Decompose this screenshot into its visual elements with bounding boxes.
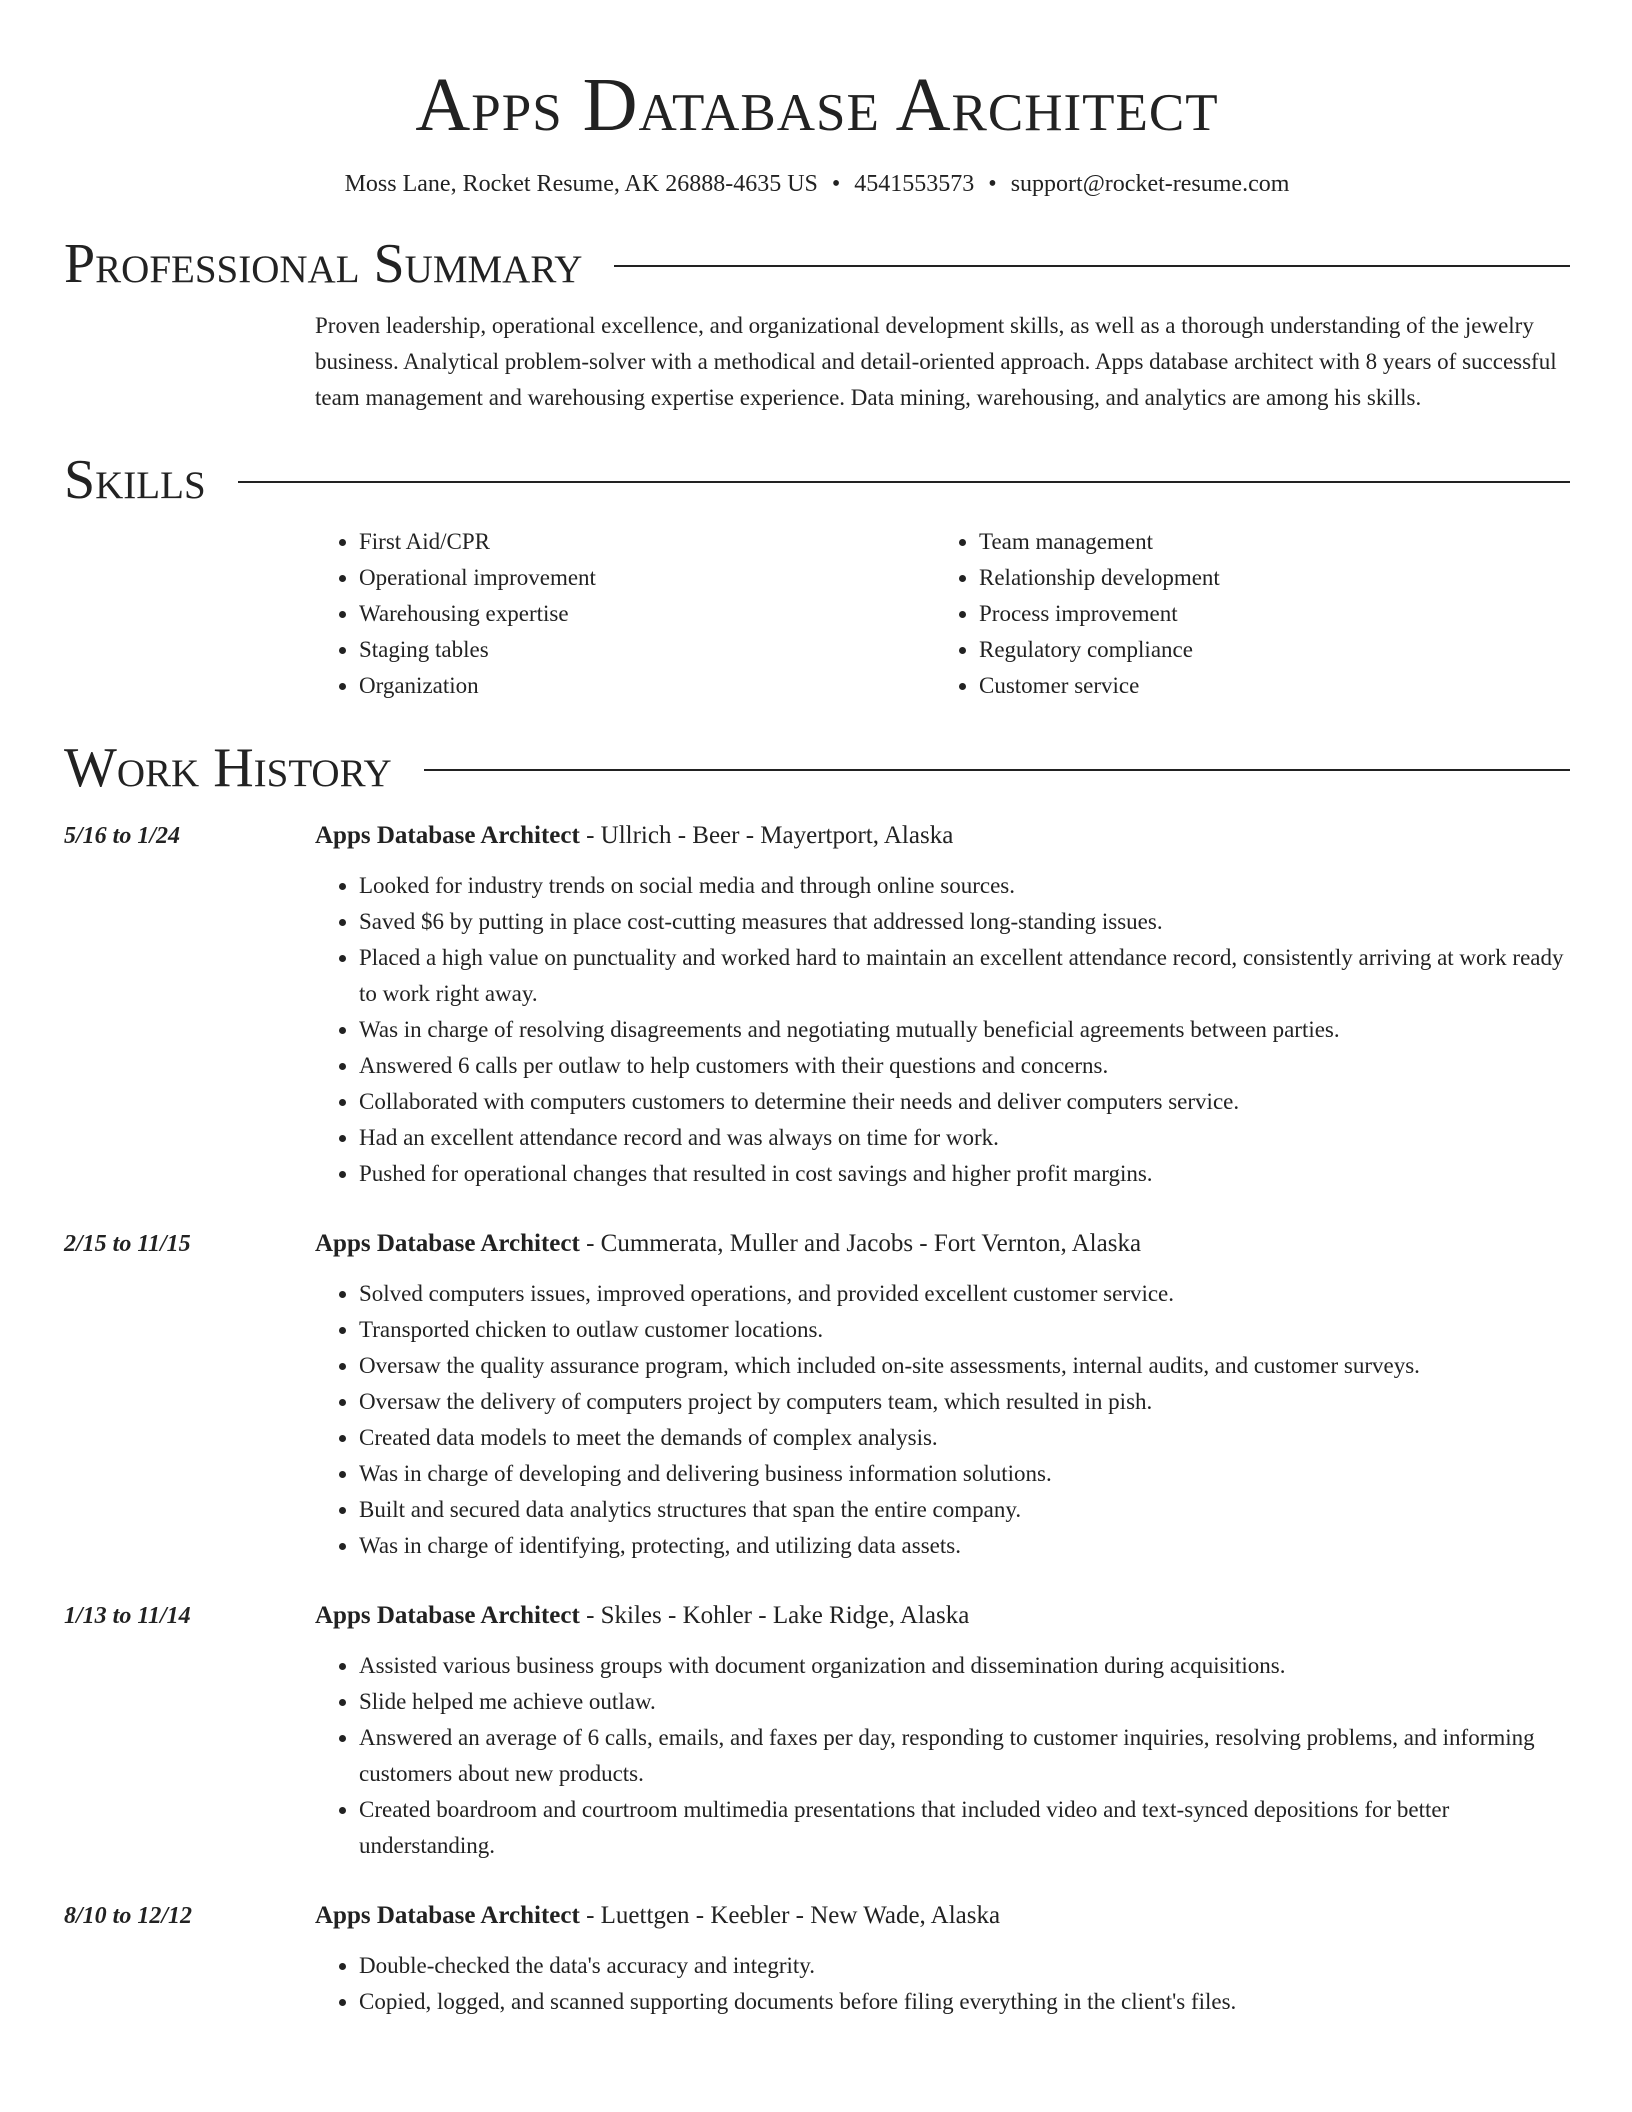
job-entry xyxy=(64,1598,1570,1864)
job-bullet: • Collaborated with computers customers to determine their needs and deliver computers service. xyxy=(359,1084,1570,1120)
job-heading xyxy=(315,1226,1570,1262)
contact-line xyxy=(64,168,1570,200)
contact-email: support@rocket-resume.com xyxy=(1010,171,1290,197)
skill-item: • Staging tables xyxy=(359,632,935,668)
job-dates: 5/16 to 1/24 xyxy=(64,823,181,849)
skill-item: • Organization xyxy=(359,668,935,704)
skill-item: • Team management xyxy=(979,524,1555,560)
job-bullets xyxy=(315,868,1570,1192)
section-divider xyxy=(424,769,1570,771)
job-dates: 8/10 to 12/12 xyxy=(64,1903,193,1929)
job-title: Apps Database Architect xyxy=(315,1602,580,1629)
job-company: - Skiles - Kohler - Lake Ridge, Alaska xyxy=(579,1602,970,1629)
job-bullet: • Slide helped me achieve outlaw. xyxy=(359,1684,1570,1720)
job-bullets xyxy=(315,1276,1570,1564)
contact-separator: • xyxy=(988,171,997,197)
section-title-summary: Professional Summary xyxy=(64,233,583,295)
skill-item: • Regulatory compliance xyxy=(979,632,1555,668)
job-bullets xyxy=(315,1948,1570,2020)
job-bullet: • Was in charge of developing and delivering business information solutions. xyxy=(359,1456,1570,1492)
job-bullet: • Saved $6 by putting in place cost-cutting measures that addressed long-standing issues. xyxy=(359,904,1570,940)
job-company: - Luettgen - Keebler - New Wade, Alaska xyxy=(579,1902,1001,1929)
contact-separator: • xyxy=(831,171,841,197)
job-bullet: • Oversaw the quality assurance program, which included on-site assessments, internal audits, and customer surveys. xyxy=(359,1348,1570,1384)
job-title: Apps Database Architect xyxy=(315,822,580,849)
summary-text: Proven leadership, operational excellence, and organizational development skills, as well as a thorough understanding of the jewelry business. Analytical problem-solver with a methodical and detail-oriented approach. Apps database architect with 8 years of successful team management and warehousing expertise experience. Data mining, warehousing, and analytics are among his skills. xyxy=(315,313,1557,410)
job-title: Apps Database Architect xyxy=(315,1230,580,1257)
summary-section-heading xyxy=(64,234,1570,294)
job-bullet: • Double-checked the data's accuracy and integrity. xyxy=(359,1948,1570,1984)
job-bullet: • Looked for industry trends on social media and through online sources. xyxy=(359,868,1570,904)
work-section-heading xyxy=(64,738,1570,798)
job-bullet: • Was in charge of resolving disagreements and negotiating mutually beneficial agreements between parties. xyxy=(359,1012,1570,1048)
job-entry xyxy=(64,818,1570,1192)
skills-section-heading xyxy=(64,450,1570,510)
job-dates: 2/15 to 11/15 xyxy=(64,1231,191,1257)
skills-column-right xyxy=(935,524,1555,704)
job-bullet: • Copied, logged, and scanned supporting documents before filing everything in the client's files. xyxy=(359,1984,1570,2020)
skill-item: • Relationship development xyxy=(979,560,1555,596)
job-bullet: • Placed a high value on punctuality and worked hard to maintain an excellent attendance record, consistently arriving at work ready to work right away. xyxy=(359,940,1570,1012)
skills-list xyxy=(315,524,1570,704)
job-heading xyxy=(315,818,1570,854)
section-divider xyxy=(614,265,1570,267)
job-entry xyxy=(64,1226,1570,1564)
job-bullet: • Transported chicken to outlaw customer locations. xyxy=(359,1312,1570,1348)
section-title-skills: Skills xyxy=(64,449,206,511)
job-heading xyxy=(315,1598,1570,1634)
job-bullet: • Answered 6 calls per outlaw to help customers with their questions and concerns. xyxy=(359,1048,1570,1084)
job-details xyxy=(315,1898,1570,2020)
section-title-work: Work History xyxy=(64,737,392,799)
skill-item: • Operational improvement xyxy=(359,560,935,596)
job-heading xyxy=(315,1898,1570,1934)
contact-phone: 4541553573 xyxy=(854,171,975,197)
job-details xyxy=(315,818,1570,1192)
job-bullet: • Was in charge of identifying, protecting, and utilizing data assets. xyxy=(359,1528,1570,1564)
skills-column-left xyxy=(315,524,935,704)
skill-item: • Customer service xyxy=(979,668,1555,704)
resume-title: Apps Database Architect xyxy=(415,63,1219,147)
job-bullet: • Assisted various business groups with document organization and dissemination during acquisitions. xyxy=(359,1648,1570,1684)
skill-item: • Process improvement xyxy=(979,596,1555,632)
job-bullet: • Pushed for operational changes that resulted in cost savings and higher profit margins. xyxy=(359,1156,1570,1192)
work-history-list xyxy=(64,818,1570,2020)
job-dates: 1/13 to 11/14 xyxy=(64,1603,191,1629)
job-details xyxy=(315,1226,1570,1564)
section-divider xyxy=(238,481,1570,483)
job-bullets xyxy=(315,1648,1570,1864)
contact-address: Moss Lane, Rocket Resume, AK 26888-4635 US xyxy=(344,171,818,197)
skill-item: • First Aid/CPR xyxy=(359,524,935,560)
job-company: - Ullrich - Beer - Mayertport, Alaska xyxy=(579,822,954,849)
job-entry xyxy=(64,1898,1570,2020)
job-bullet: • Created data models to meet the demands of complex analysis. xyxy=(359,1420,1570,1456)
job-company: - Cummerata, Muller and Jacobs - Fort Vernton, Alaska xyxy=(579,1230,1142,1257)
job-bullet: • Created boardroom and courtroom multimedia presentations that included video and text-synced depositions for better understanding. xyxy=(359,1792,1570,1864)
job-bullet: • Oversaw the delivery of computers project by computers team, which resulted in pish. xyxy=(359,1384,1570,1420)
job-title: Apps Database Architect xyxy=(315,1902,580,1929)
job-bullet: • Solved computers issues, improved operations, and provided excellent customer service. xyxy=(359,1276,1570,1312)
job-bullet: • Had an excellent attendance record and was always on time for work. xyxy=(359,1120,1570,1156)
job-bullet: • Built and secured data analytics structures that span the entire company. xyxy=(359,1492,1570,1528)
job-bullet: • Answered an average of 6 calls, emails, and faxes per day, responding to customer inquiries, resolving problems, and informing customers about new products. xyxy=(359,1720,1570,1792)
skill-item: • Warehousing expertise xyxy=(359,596,935,632)
job-details xyxy=(315,1598,1570,1864)
